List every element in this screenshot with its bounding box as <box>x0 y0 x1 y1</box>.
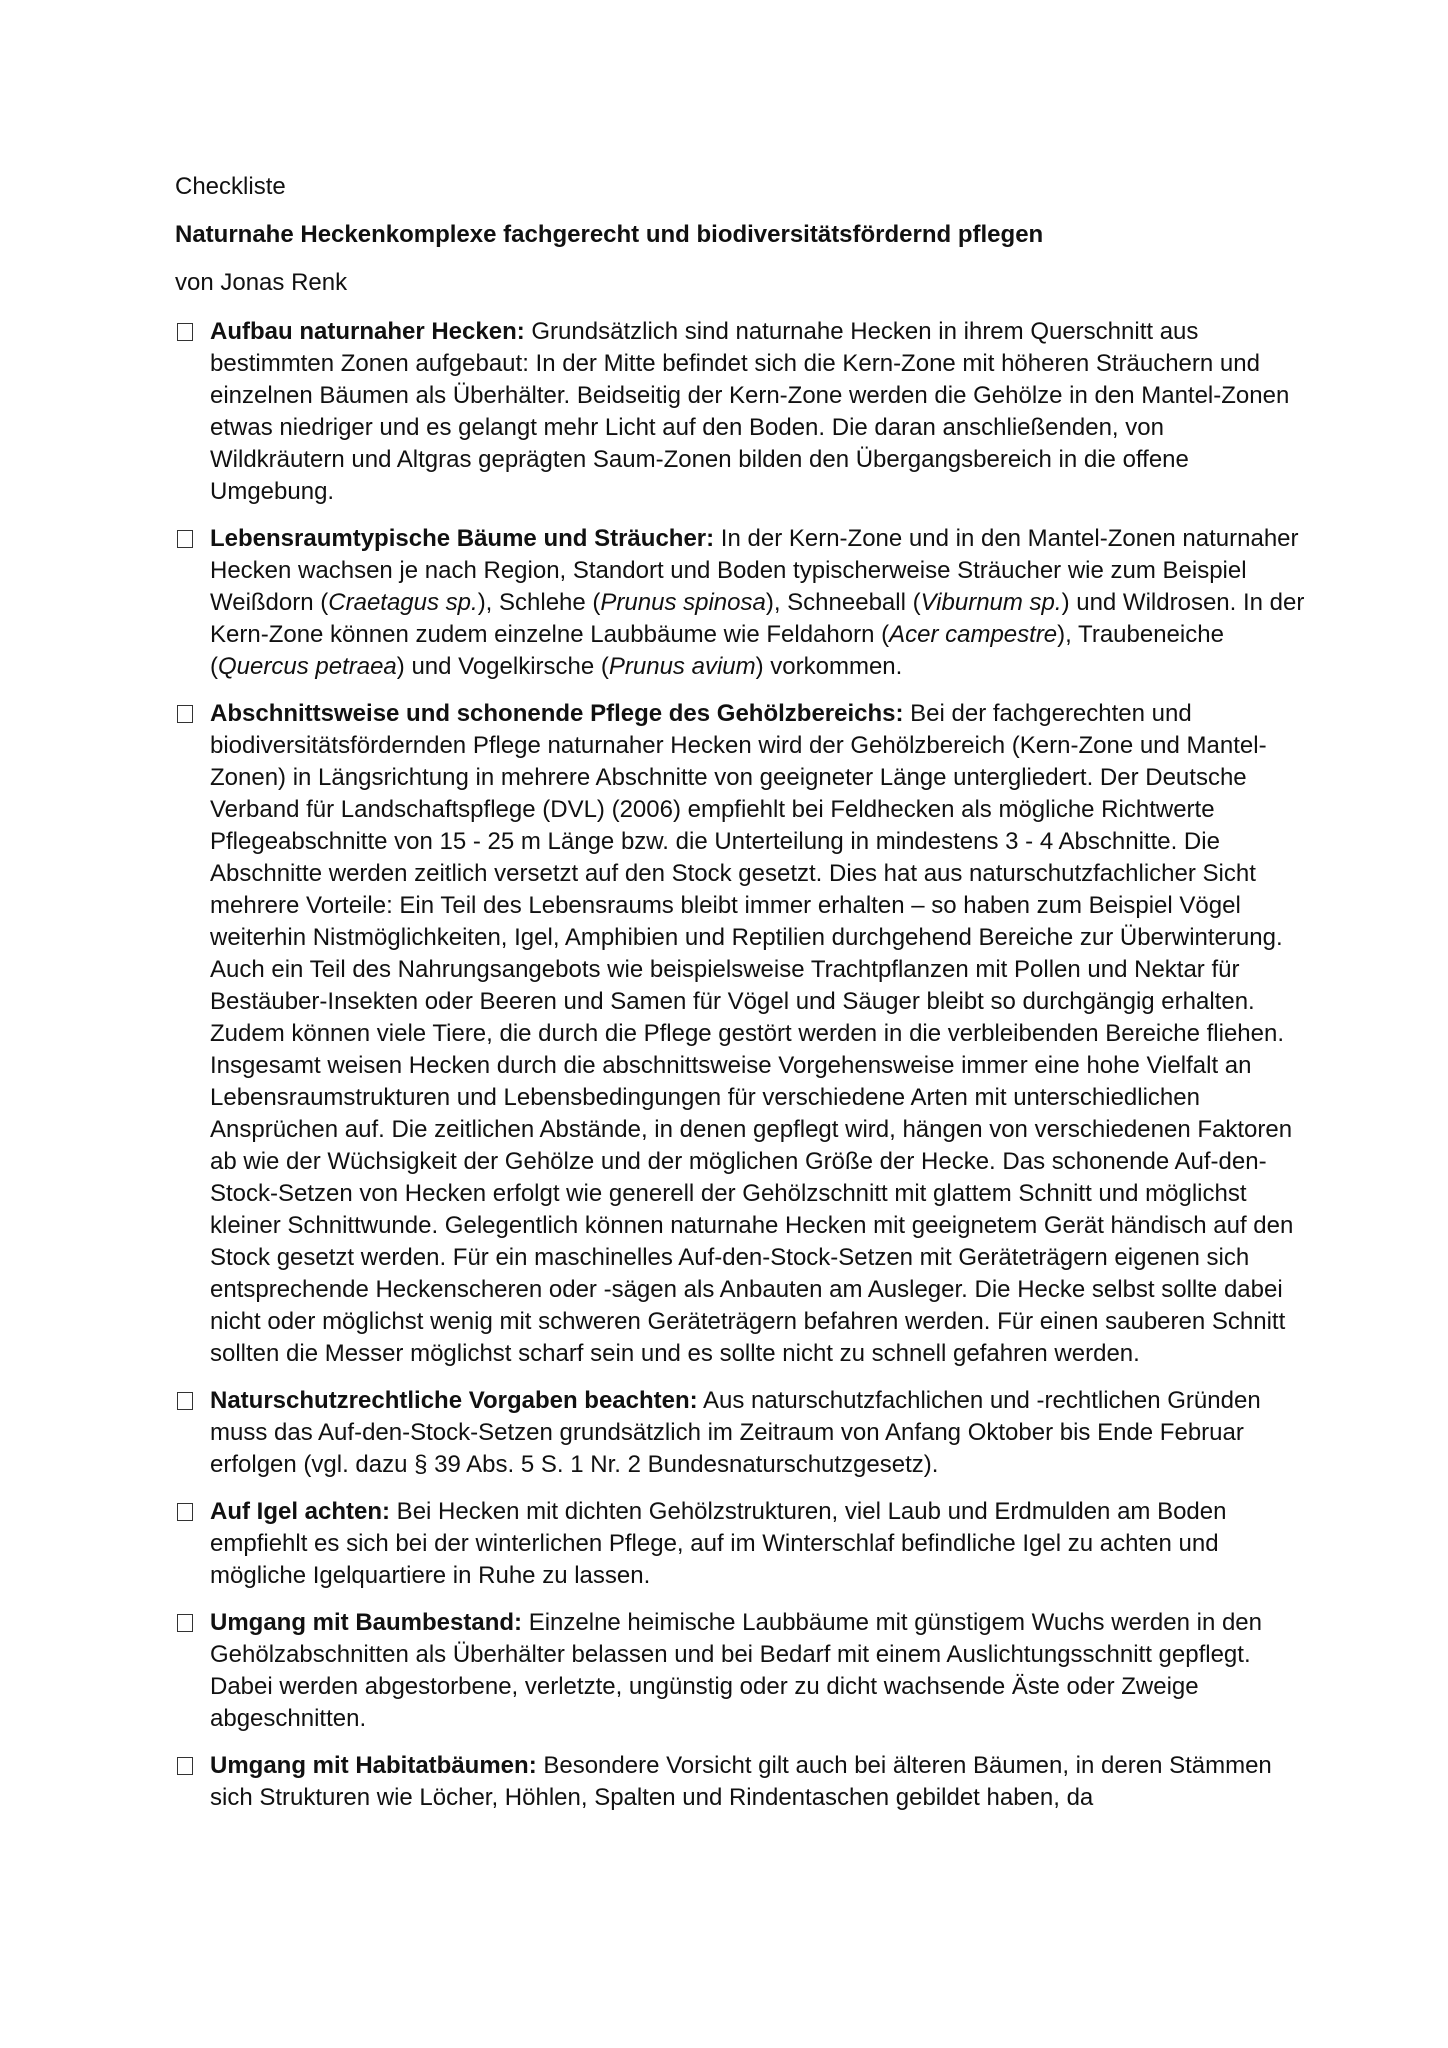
checkbox-icon[interactable] <box>177 323 193 341</box>
checklist-item-lead: Auf Igel achten: <box>210 1498 391 1525</box>
checkbox-icon[interactable] <box>177 1614 193 1632</box>
checklist-item <box>175 316 1305 508</box>
checklist-item <box>175 1385 1305 1481</box>
checkbox-icon[interactable] <box>177 1757 193 1775</box>
checklist-item-lead: Aufbau naturnaher Hecken: <box>210 318 525 345</box>
checklist-item-text <box>210 1496 1305 1592</box>
checklist-item-text <box>210 523 1305 683</box>
checklist-item-lead: Abschnittsweise und schonende Pflege des Gehölzbereichs: <box>210 700 904 727</box>
document-kicker: Checkliste <box>175 173 286 200</box>
species-name: Viburnum sp. <box>920 589 1062 616</box>
checkbox-icon[interactable] <box>177 1503 193 1521</box>
checklist-item-body: ), Schlehe ( <box>477 589 601 616</box>
document-title: Naturnahe Heckenkomplexe fachgerecht und biodiversitätsfördernd pflegen <box>175 221 1044 248</box>
checkbox-icon[interactable] <box>177 705 193 723</box>
document-content <box>175 172 1305 1829</box>
checklist-item-lead: Umgang mit Habitatbäumen: <box>210 1752 537 1779</box>
checklist-item-lead: Lebensraumtypische Bäume und Sträucher: <box>210 525 715 552</box>
checklist-item-text <box>210 698 1305 1370</box>
species-name: Craetagus sp. <box>328 589 478 616</box>
checklist-item <box>175 698 1305 1370</box>
checklist-item-body: Bei der fachgerechten und biodiversitätsfördernden Pflege naturnaher Hecken wird der Gehölzbereich (Kern-Zone und Mantel-Zonen) in Längsrichtung in mehrere Abschnitte von geeigneter Länge untergliedert. Der Deutsche Verband für Landschaftspflege (DVL) (2006) empfiehlt bei Feldhecken als mögliche Richtwerte Pflegeabschnitte von 15 - 25 m Länge bzw. die Unterteilung in mindestens 3 - 4 Abschnitte. Die Abschnitte werden zeitlich versetzt auf den Stock gesetzt. Dies hat aus naturschutzfachlicher Sicht mehrere Vorteile: Ein Teil des Lebensraums bleibt immer erhalten – so haben zum Beispiel Vögel weiterhin Nistmöglichkeiten, Igel, Amphibien und Reptilien durchgehend Bereiche zur Überwinterung. Auch ein Teil des Nahrungsangebots wie beispielsweise Trachtpflanzen mit Pollen und Nektar für Bestäuber-Insekten oder Beeren und Samen für Vögel und Säuger bleibt so durchgängig erhalten. Zudem können viele Tiere, die durch die Pflege gestört werden in die verbleibenden Bereiche fliehen. Insgesamt weisen Hecken durch die abschnittsweise Vorgehensweise immer eine hohe Vielfalt an Lebensraumstrukturen und Lebensbedingungen für verschiedene Arten mit unterschiedlichen Ansprüchen auf. Die zeitlichen Abstände, in denen gepflegt wird, hängen von verschiedenen Faktoren ab wie der Wüchsigkeit der Gehölze und der möglichen Größe der Hecke. Das schonende Auf-den-Stock-Setzen von Hecken erfolgt wie generell der Gehölzschnitt mit glattem Schnitt und möglichst kleiner Schnittwunde. Gelegentlich können naturnahe Hecken mit geeignetem Gerät händisch auf den Stock gesetzt werden. Für ein maschinelles Auf-den-Stock-Setzen mit Geräteträgern eigenen sich entsprechende Heckenscheren oder -sägen als Anbauten am Ausleger. Die Hecke selbst sollte dabei nicht oder möglichst wenig mit schweren Geräteträgern befahren werden. Für einen sauberen Schnitt sollten die Messer möglichst scharf sein und es sollte nicht zu schnell gefahren werden. <box>210 700 1294 1367</box>
checkbox-icon[interactable] <box>177 530 193 548</box>
checklist-item-body: Bei Hecken mit dichten Gehölzstrukturen, viel Laub und Erdmulden am Boden empfiehlt es sich bei der winterlichen Pflege, auf im Winterschlaf befindliche Igel zu achten und mögliche Igelquartiere in Ruhe zu lassen. <box>210 1498 1227 1589</box>
species-name: Acer campestre <box>889 621 1058 648</box>
checklist-item <box>175 523 1305 683</box>
checklist-item-body: ), Schneeball ( <box>765 589 921 616</box>
checklist-item-body: Grundsätzlich sind naturnahe Hecken in ihrem Querschnitt aus bestimmten Zonen aufgebaut: In der Mitte befindet sich die Kern-Zone mit höheren Sträuchern und einzelnen Bäumen als Überhälter. Beidseitig der Kern-Zone werden die Gehölze in den Mantel-Zonen etwas niedriger und es gelangt mehr Licht auf den Boden. Die daran anschließenden, von Wildkräutern und Altgras geprägten Saum-Zonen bilden den Übergangsbereich in die offene Umgebung. <box>210 318 1290 505</box>
checklist-item <box>175 1607 1305 1735</box>
checklist-item-text <box>210 1385 1305 1481</box>
checkbox-icon[interactable] <box>177 1392 193 1410</box>
checklist-item-text <box>210 1750 1305 1814</box>
checklist-item-lead: Umgang mit Baumbestand: <box>210 1609 523 1636</box>
species-name: Quercus petraea <box>218 653 397 680</box>
checklist-item-body: Einzelne heimische Laubbäume mit günstigem Wuchs werden in den Gehölzabschnitten als Überhälter belassen und bei Bedarf mit einem Auslichtungsschnitt gepflegt. Dabei werden abgestorbene, verletzte, ungünstig oder zu dicht wachsende Äste oder Zweige abgeschnitten. <box>210 1609 1262 1732</box>
checklist-item <box>175 1750 1305 1814</box>
checklist-item-body: ) und Vogelkirsche ( <box>396 653 609 680</box>
species-name: Prunus spinosa <box>600 589 766 616</box>
checklist-item-body: Besondere Vorsicht gilt auch bei älteren Bäumen, in deren Stämmen sich Strukturen wie Löcher, Höhlen, Spalten und Rindentaschen gebildet haben, da <box>210 1752 1272 1811</box>
checklist-item-body: In der Kern-Zone und in den Mantel-Zonen naturnaher Hecken wachsen je nach Region, Standort und Boden typischerweise Sträucher wie zum Beispiel Weißdorn ( <box>210 525 1299 616</box>
checklist <box>175 316 1305 1814</box>
checklist-item <box>175 1496 1305 1592</box>
checklist-item-body: Aus naturschutzfachlichen und -rechtlichen Gründen muss das Auf-den-Stock-Setzen grundsätzlich im Zeitraum von Anfang Oktober bis Ende Februar erfolgen (vgl. dazu § 39 Abs. 5 S. 1 Nr. 2 Bundesnaturschutzgesetz). <box>210 1387 1261 1478</box>
checklist-item-body: ), Traubeneiche ( <box>210 621 1224 680</box>
checklist-item-body: ) vorkommen. <box>755 653 903 680</box>
checklist-item-text <box>210 316 1305 508</box>
checklist-item-text <box>210 1607 1305 1735</box>
species-name: Prunus avium <box>608 653 756 680</box>
document-author: von Jonas Renk <box>175 269 348 296</box>
checklist-item-lead: Naturschutzrechtliche Vorgaben beachten: <box>210 1387 698 1414</box>
checklist-item-body: ) und Wildrosen. In der Kern-Zone können zudem einzelne Laubbäume wie Feldahorn ( <box>210 589 1305 648</box>
